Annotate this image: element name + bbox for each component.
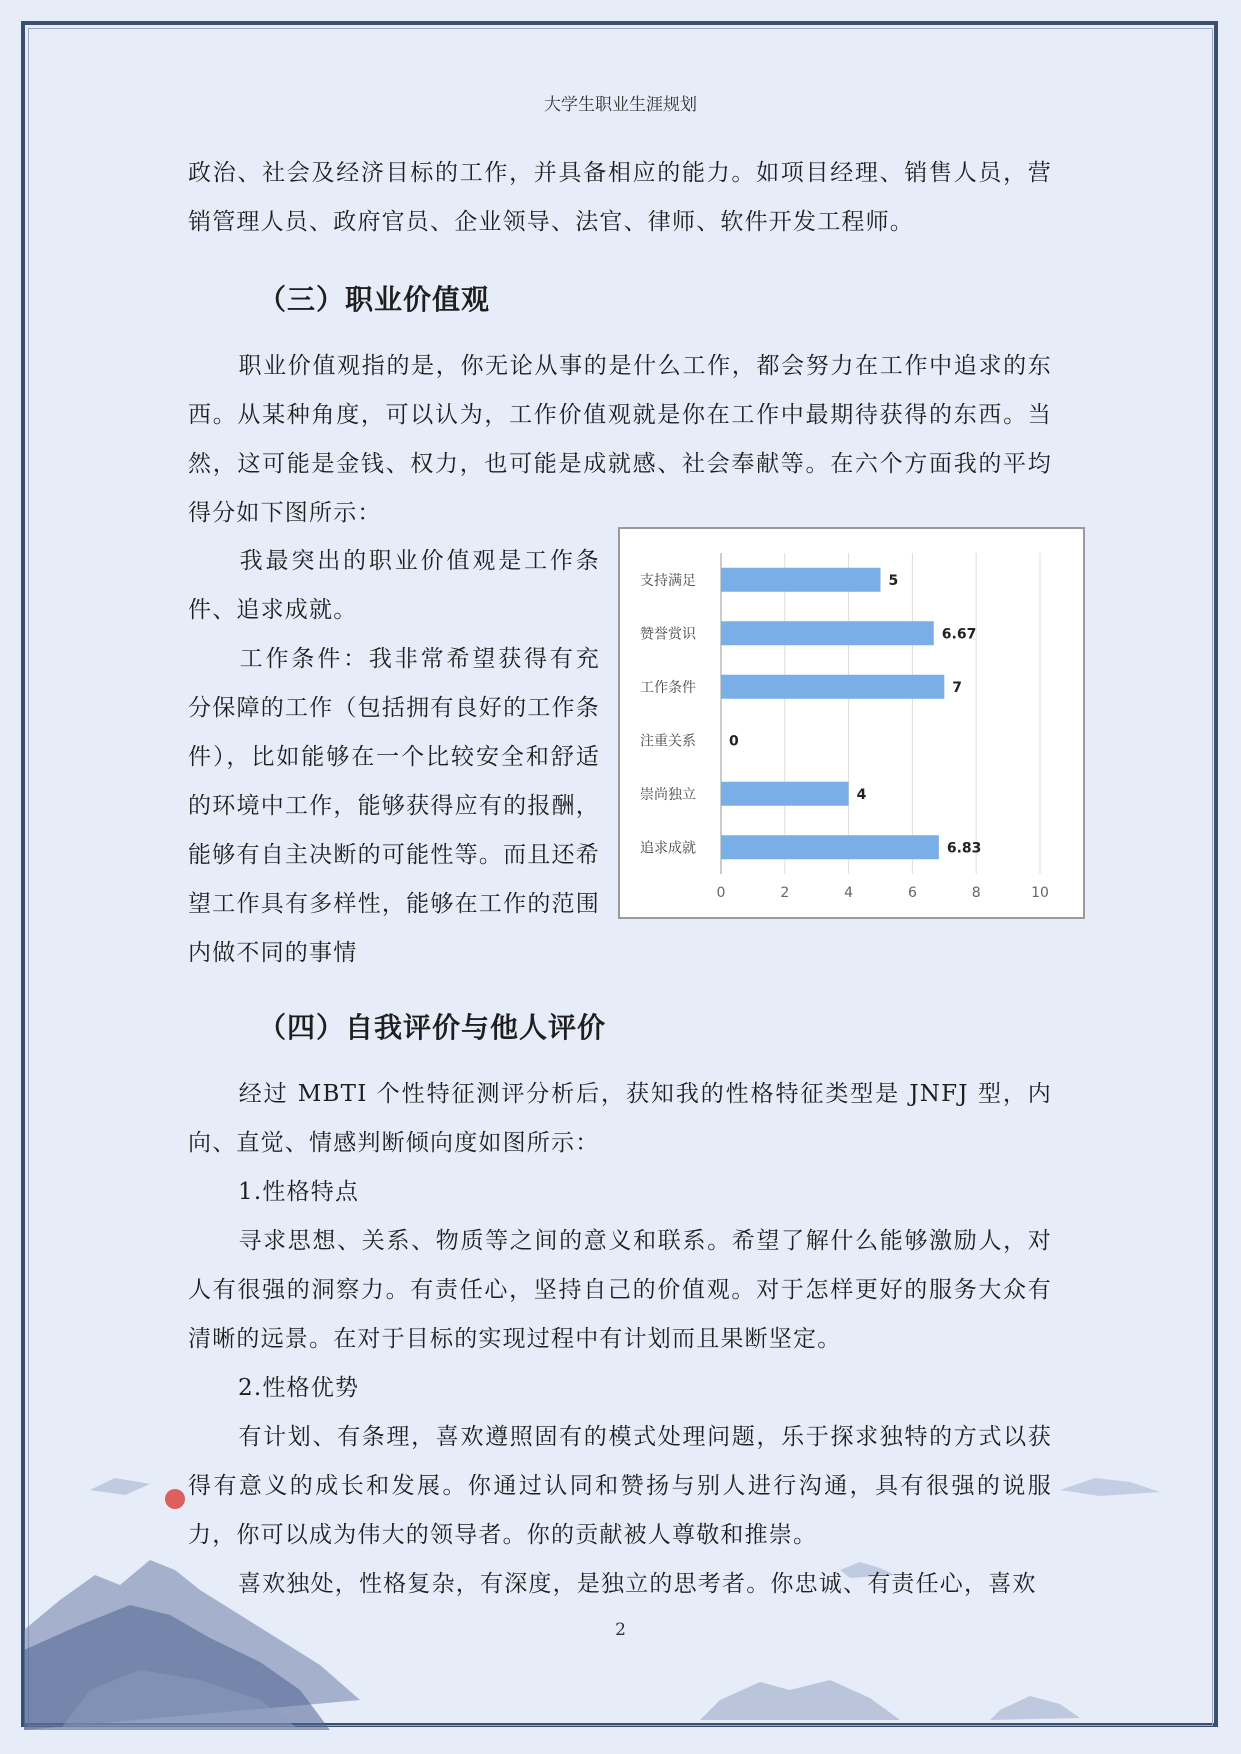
- page-header: 大学生职业生涯规划: [544, 95, 697, 115]
- x-tick-label: 10: [1031, 885, 1049, 901]
- value-label: 4: [856, 786, 867, 803]
- section-4-paragraph-3: [188, 1413, 1052, 1560]
- section-4-paragraph-1: [188, 1070, 1052, 1168]
- subheading-personality-strengths: [188, 1364, 1052, 1413]
- bar: [721, 835, 939, 859]
- section-3-paragraph-3-text: 工作条件：我非常希望获得有充分保障的工作（包括拥有良好的工作条件），比如能够在一个比较安全和舒适的环境中工作，能够获得应有的报酬，能够有自主决断的可能性等。而且还希望工作具有多样性，能够在工作的范围内做不同的事情: [188, 646, 600, 966]
- category-label: 工作条件: [640, 679, 696, 696]
- section-4-paragraph-3-text: 有计划、有条理，喜欢遵照固有的模式处理问题，乐于探求独特的方式以获得有意义的成长和发展。你通过认同和赞扬与别人进行沟通，具有很强的说服力，你可以成为伟大的领导者。你的贡献被人尊敬和推崇。: [188, 1424, 1052, 1548]
- bar: [721, 621, 934, 645]
- category-label: 赞誉赏识: [640, 626, 696, 643]
- category-label: 支持满足: [640, 572, 696, 589]
- value-label: 6.67: [941, 626, 977, 643]
- value-label: 6.83: [946, 840, 982, 857]
- value-label: 0: [729, 733, 739, 750]
- x-tick-label: 4: [844, 885, 854, 901]
- value-label: 7: [952, 679, 963, 696]
- section-4-paragraph-2-text: 寻求思想、关系、物质等之间的意义和联系。希望了解什么能够激励人，对人有很强的洞察力。有责任心，坚持自己的价值观。对于怎样更好的服务大众有清晰的远景。在对于目标的实现过程中有计划而且果断坚定。: [188, 1228, 1052, 1352]
- section-4-paragraph-1-text: 经过 MBTI 个性特征测评分析后，获知我的性格特征类型是 JNFJ 型，内向、直觉、情感判断倾向度如图所示：: [188, 1081, 1052, 1156]
- section-3-paragraph-1: [188, 342, 1052, 538]
- red-seal-dot: [165, 1489, 185, 1509]
- bar: [721, 782, 849, 806]
- category-label: 崇尚独立: [640, 786, 696, 803]
- section-3-paragraph-2: [188, 537, 600, 635]
- chart-svg: [620, 529, 1083, 917]
- x-tick-label: 8: [971, 885, 981, 901]
- bar: [721, 568, 881, 592]
- subheading-personality-traits-text: 1.性格特点: [238, 1179, 360, 1205]
- career-values-chart: [618, 527, 1085, 919]
- section-4-title: （四）自我评价与他人评价: [258, 1011, 607, 1044]
- x-tick-label: 6: [907, 885, 917, 901]
- category-label: 追求成就: [640, 840, 696, 857]
- section-4-paragraph-4: [188, 1560, 1052, 1609]
- section-3-paragraph-3: [188, 635, 600, 978]
- section-3-paragraph-1-text: 职业价值观指的是，你无论从事的是什么工作，都会努力在工作中追求的东西。从某种角度，可以认为，工作价值观就是你在工作中最期待获得的东西。当然，这可能是金钱、权力，也可能是成就感、社会奉献等。在六个方面我的平均得分如下图所示：: [188, 353, 1052, 526]
- subheading-personality-traits: [188, 1168, 1052, 1217]
- section-4-paragraph-2: [188, 1217, 1052, 1364]
- section-3-paragraph-2-text: 我最突出的职业价值观是工作条件、追求成就。: [188, 548, 600, 623]
- section-4-paragraph-4-text: 喜欢独处，性格复杂，有深度，是独立的思考者。你忠诚、有责任心，喜欢: [238, 1571, 1037, 1597]
- x-tick-label: 2: [780, 885, 790, 901]
- intro-paragraph: 政治、社会及经济目标的工作，并具备相应的能力。如项目经理、销售人员，营销管理人员、政府官员、企业领导、法官、律师、软件开发工程师。: [188, 160, 1052, 235]
- x-tick-label: 0: [716, 885, 726, 901]
- section-3-title: （三）职业价值观: [258, 283, 491, 316]
- value-label: 5: [888, 572, 899, 589]
- subheading-personality-strengths-text: 2.性格优势: [238, 1375, 360, 1401]
- page-number: 2: [615, 1620, 626, 1640]
- category-label: 注重关系: [640, 733, 696, 750]
- bar: [721, 675, 944, 699]
